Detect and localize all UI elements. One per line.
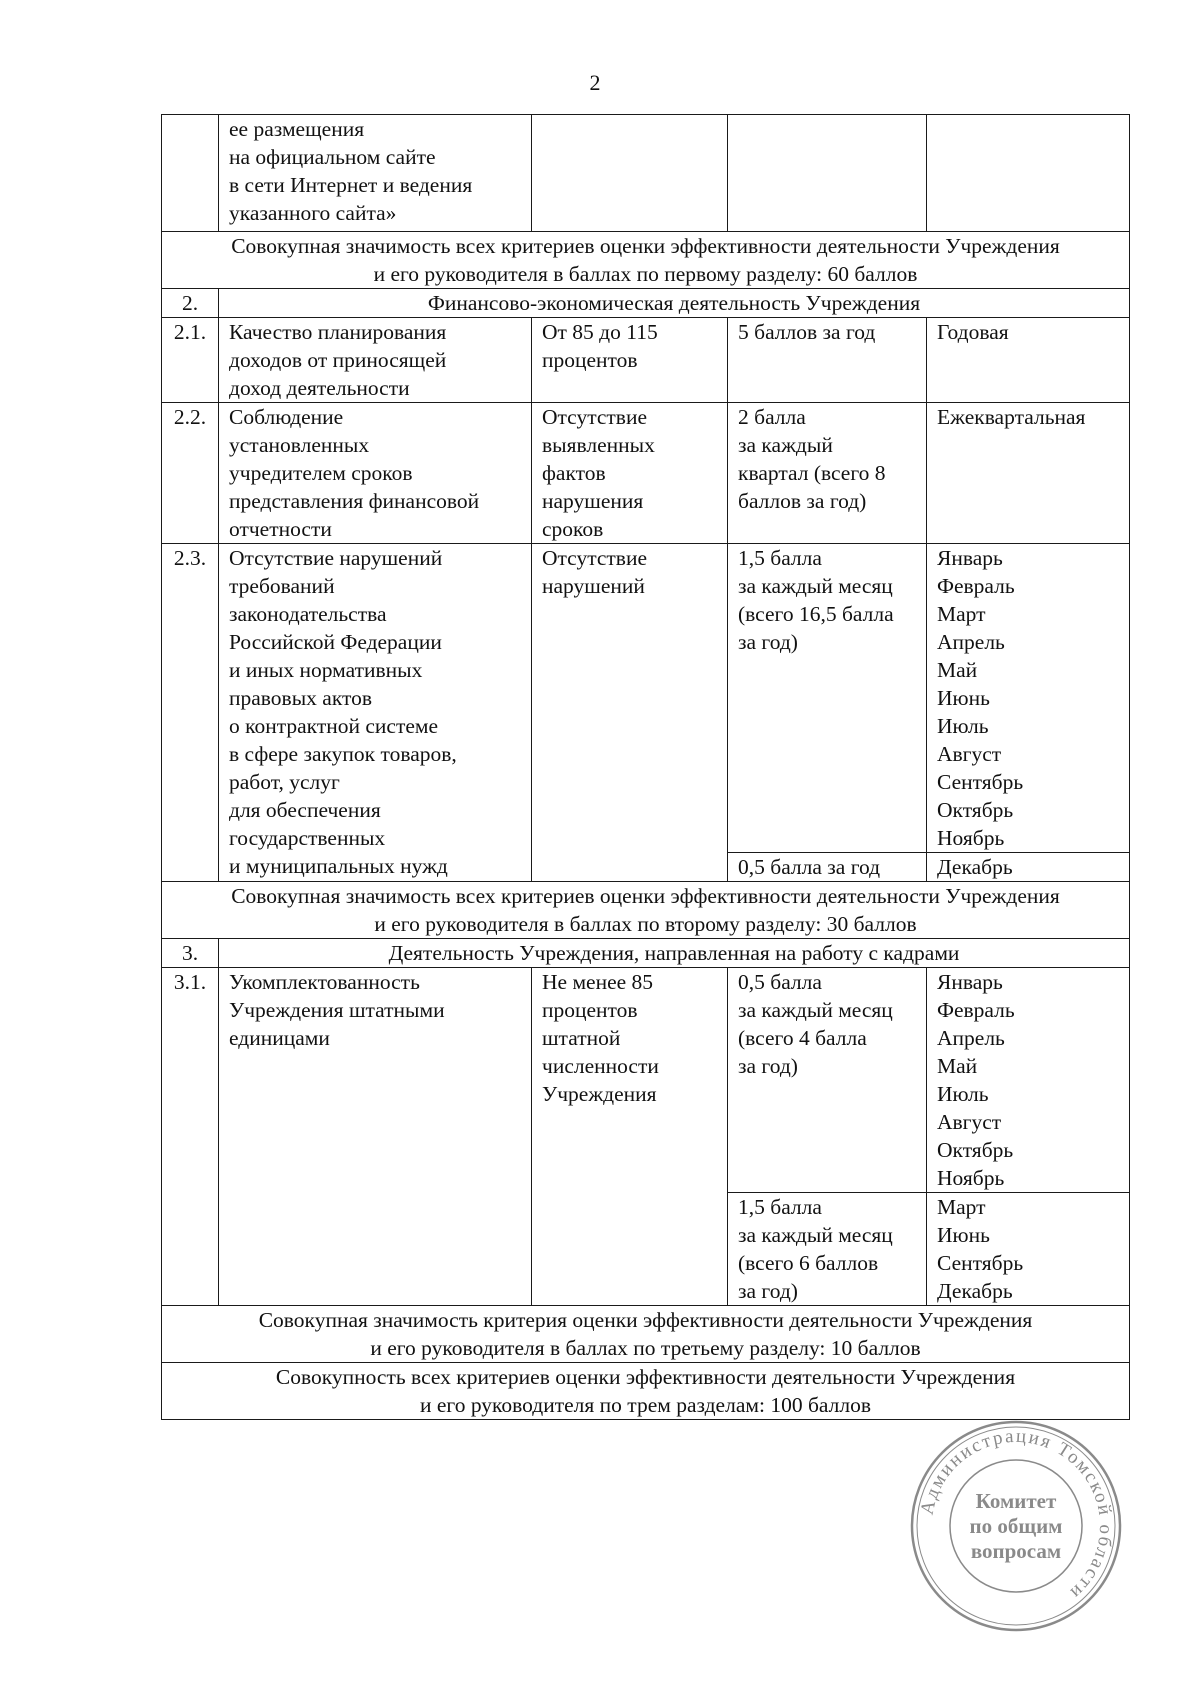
stamp-line: вопросам <box>970 1539 1062 1563</box>
criterion-cell: Отсутствие нарушений требований законодательства Российской Федерации и иных нормативных правовых актов о контрактной системе в сфере закупок товаров, работ, услуг для обеспечения государственных и муниципальных нужд <box>219 544 532 882</box>
period-cell: Март Июнь Сентябрь Декабрь <box>927 1193 1130 1306</box>
period-cell: Январь Февраль Март Апрель Май Июнь Июль Август Сентябрь Октябрь Ноябрь <box>927 544 1130 853</box>
points-cell: 5 баллов за год <box>728 318 927 403</box>
stamp-ring-text: Администрация Томской области <box>916 1425 1117 1605</box>
table-row <box>162 318 1130 403</box>
points-cell: 1,5 балла за каждый месяц (всего 6 баллов за год) <box>728 1193 927 1306</box>
points-cell <box>728 115 927 232</box>
section-header-row <box>162 289 1130 318</box>
row-number: 2.1. <box>162 318 219 403</box>
points-cell: 0,5 балла за каждый месяц (всего 4 балла за год) <box>728 968 927 1193</box>
condition-cell: Отсутствие нарушений <box>532 544 728 882</box>
period-cell: Ежеквартальная <box>927 403 1130 544</box>
row-number: 2.2. <box>162 403 219 544</box>
section-total-row <box>162 1306 1130 1363</box>
table-row <box>162 544 1130 853</box>
points-cell: 0,5 балла за год <box>728 853 927 882</box>
section-number: 3. <box>162 939 219 968</box>
criteria-table <box>161 114 1130 1420</box>
condition-cell: От 85 до 115 процентов <box>532 318 728 403</box>
section2-total: Совокупная значимость всех критериев оценки эффективности деятельности Учреждения и его руководителя в баллах по второму разделу: 30 баллов <box>162 882 1130 939</box>
period-cell: Годовая <box>927 318 1130 403</box>
grand-total: Совокупность всех критериев оценки эффективности деятельности Учреждения и его руководителя по трем разделам: 100 баллов <box>162 1363 1130 1420</box>
period-cell: Январь Февраль Апрель Май Июль Август Октябрь Ноябрь <box>927 968 1130 1193</box>
condition-cell <box>532 115 728 232</box>
section3-total: Совокупная значимость критерия оценки эффективности деятельности Учреждения и его руководителя в баллах по третьему разделу: 10 баллов <box>162 1306 1130 1363</box>
section-number: 2. <box>162 289 219 318</box>
official-stamp <box>906 1416 1126 1636</box>
table-row <box>162 115 1130 232</box>
criterion-cell: Укомплектованность Учреждения штатными единицами <box>219 968 532 1306</box>
period-cell <box>927 115 1130 232</box>
section-total-row <box>162 232 1130 289</box>
row-number-cell <box>162 115 219 232</box>
section1-total: Совокупная значимость всех критериев оценки эффективности деятельности Учреждения и его руководителя в баллах по первому разделу: 60 баллов <box>162 232 1130 289</box>
grand-total-row <box>162 1363 1130 1420</box>
section-total-row <box>162 882 1130 939</box>
row-number: 3.1. <box>162 968 219 1306</box>
period-cell: Декабрь <box>927 853 1130 882</box>
page-number: 2 <box>589 70 601 95</box>
table-row <box>162 968 1130 1193</box>
condition-cell: Не менее 85 процентов штатной численности Учреждения <box>532 968 728 1306</box>
criterion-cell: Качество планирования доходов от приносящей доход деятельности <box>219 318 532 403</box>
stamp-line: Комитет <box>975 1489 1057 1513</box>
criterion-cell: ее размещения на официальном сайте в сети Интернет и ведения указанного сайта» <box>219 115 532 232</box>
table-row <box>162 403 1130 544</box>
row-number: 2.3. <box>162 544 219 882</box>
points-cell: 2 балла за каждый квартал (всего 8 баллов за год) <box>728 403 927 544</box>
criterion-cell: Соблюдение установленных учредителем сроков представления финансовой отчетности <box>219 403 532 544</box>
points-cell: 1,5 балла за каждый месяц (всего 16,5 балла за год) <box>728 544 927 853</box>
section-title: Деятельность Учреждения, направленная на работу с кадрами <box>219 939 1130 968</box>
condition-cell: Отсутствие выявленных фактов нарушения сроков <box>532 403 728 544</box>
stamp-line: по общим <box>969 1514 1063 1538</box>
section-title: Финансово-экономическая деятельность Учреждения <box>219 289 1130 318</box>
section-header-row <box>162 939 1130 968</box>
